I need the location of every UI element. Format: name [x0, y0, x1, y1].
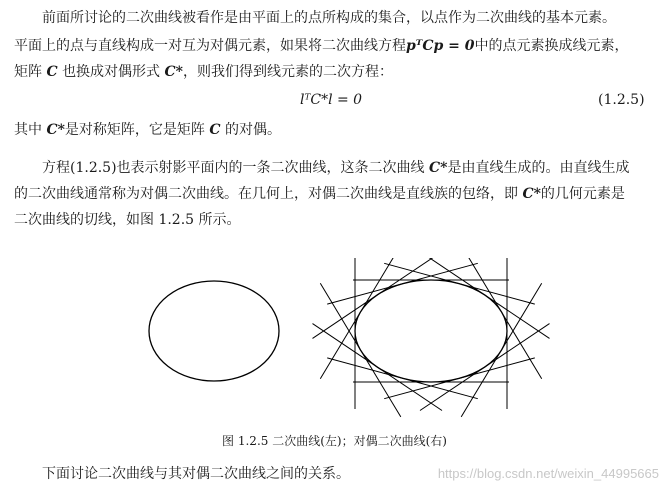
symbol-C-star: C* [164, 64, 183, 80]
equation-number: (1.2.5) [598, 92, 645, 108]
tangent-line [384, 263, 535, 304]
tangent-line [320, 283, 401, 417]
symbol-C-star: C* [429, 160, 448, 176]
display-equation: lᵀC*l = 0 [300, 92, 363, 108]
text-span: 其中 [14, 122, 42, 138]
symbol-C-star: C* [46, 122, 65, 138]
paragraph-1-line-2 [14, 36, 629, 56]
text-span: 也换成对偶形式 [62, 64, 161, 80]
tangent-line [320, 258, 401, 379]
text-span: 的几何元素是 [540, 186, 625, 202]
inline-equation: pᵀCp = 0 [406, 38, 475, 54]
text-span: 二次曲线的切线，如图 1.2.5 所示。 [14, 212, 241, 228]
paragraph-2 [14, 120, 281, 140]
symbol-C: C [209, 122, 221, 138]
text-span: ，则我们得到线元素的二次方程： [182, 64, 393, 80]
text-span: 是对称矩阵，它是矩阵 [64, 122, 205, 138]
symbol-C: C [46, 64, 58, 80]
tangent-line [420, 258, 550, 338]
paragraph-1-line-3 [14, 62, 393, 82]
text-span: 的对偶。 [224, 122, 281, 138]
tangent-line [461, 258, 542, 379]
text-span: 平面上的点与直线构成一对互为对偶元素，如果将二次曲线方程 [14, 38, 406, 54]
paragraph-3-line-2 [14, 184, 625, 204]
tangent-line [313, 258, 443, 338]
text-span: 前面所讨论的二次曲线被看作是由平面上的点所构成的集合，以点作为二次曲线的基本元素。 [42, 10, 616, 26]
dual-conic-ellipse [355, 280, 507, 382]
paragraph-3-line-3 [14, 210, 241, 230]
tangent-line [313, 324, 443, 411]
conic-ellipse [149, 281, 279, 381]
tangent-line [384, 358, 535, 399]
tangent-line [420, 324, 550, 411]
text-span: 的二次曲线通常称为对偶二次曲线。在几何上，对偶二次曲线是直线族的包络，即 [14, 186, 518, 202]
text-span: 中的点元素换成线元素， [474, 38, 629, 54]
symbol-C-star: C* [522, 186, 541, 202]
text-span: 是由直线生成的。由直线生成 [447, 160, 630, 176]
text-span: 下面讨论二次曲线与其对偶二次曲线之间的关系。 [42, 466, 350, 482]
figure-1-2-5 [0, 258, 669, 428]
paragraph-4 [42, 464, 350, 484]
tangent-line [461, 283, 542, 417]
dual-conic [313, 258, 550, 417]
paragraph-1-line-1 [42, 8, 616, 28]
text-span: 矩阵 [14, 64, 42, 80]
tangent-line [327, 358, 478, 399]
watermark: https://blog.csdn.net/weixin_44995665 [437, 466, 659, 481]
text-span: 方程(1.2.5)也表示射影平面内的一条二次曲线，这条二次曲线 [42, 160, 425, 176]
paragraph-3-line-1 [42, 158, 629, 178]
tangent-line [327, 263, 478, 304]
figure-caption: 图 1.2.5 二次曲线(左)；对偶二次曲线(右) [222, 434, 447, 448]
